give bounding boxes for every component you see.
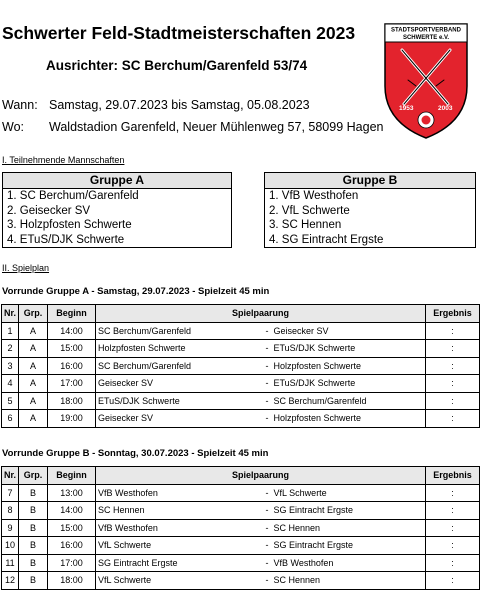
match-nr: 4 <box>2 375 19 393</box>
col-nr: Nr. <box>2 305 19 323</box>
match-nr: 8 <box>2 502 19 520</box>
col-ergebnis: Ergebnis <box>426 305 480 323</box>
round-a-heading: Vorrunde Gruppe A - Samstag, 29.07.2023 - Spielzeit 45 min <box>2 286 270 297</box>
club-crest-logo <box>382 22 470 140</box>
group-b-box <box>264 172 476 248</box>
when-value: Samstag, 29.07.2023 bis Samstag, 05.08.2023 <box>49 98 310 112</box>
table-header-row <box>2 467 480 485</box>
match-home: SC Berchum/Garenfeld <box>96 357 264 375</box>
match-home: Holzpfosten Schwerte <box>96 340 264 358</box>
match-result: : <box>426 322 480 340</box>
table-row <box>2 537 480 555</box>
table-row <box>2 502 480 520</box>
match-home: VfB Westhofen <box>96 484 264 502</box>
match-result: : <box>426 484 480 502</box>
match-away: Holzpfosten Schwerte <box>273 413 362 424</box>
match-time: 17:00 <box>48 554 96 572</box>
col-nr: Nr. <box>2 467 19 485</box>
table-row <box>2 519 480 537</box>
match-time: 16:00 <box>48 357 96 375</box>
match-time: 19:00 <box>48 410 96 428</box>
match-group: B <box>19 572 48 590</box>
match-group: A <box>19 375 48 393</box>
match-result: : <box>426 572 480 590</box>
round-b-table <box>1 466 480 590</box>
match-group: B <box>19 537 48 555</box>
group-b-team: 1. VfB Westhofen <box>269 190 359 202</box>
match-home: Geisecker SV <box>96 375 264 393</box>
match-nr: 6 <box>2 410 19 428</box>
match-result: : <box>426 410 480 428</box>
match-home: SC Berchum/Garenfeld <box>96 322 264 340</box>
group-b-team: 2. VfL Schwerte <box>269 204 350 217</box>
match-away: SG Eintracht Ergste <box>273 540 354 551</box>
match-home: Geisecker SV <box>96 410 264 428</box>
col-beginn: Beginn <box>48 467 96 485</box>
match-result: : <box>426 502 480 520</box>
match-group: A <box>19 357 48 375</box>
match-home: VfL Schwerte <box>96 572 264 590</box>
match-result: : <box>426 554 480 572</box>
table-row <box>2 392 480 410</box>
logo-year-right: 2003 <box>438 105 453 112</box>
match-nr: 5 <box>2 392 19 410</box>
match-group: B <box>19 502 48 520</box>
match-time: 16:00 <box>48 537 96 555</box>
match-away: VfB Westhofen <box>273 557 334 568</box>
col-ergebnis: Ergebnis <box>426 467 480 485</box>
match-time: 18:00 <box>48 392 96 410</box>
match-away: SC Berchum/Garenfeld <box>273 395 367 406</box>
match-away-cell: - VfL Schwerte <box>264 484 426 502</box>
table-row <box>2 322 480 340</box>
match-group: B <box>19 519 48 537</box>
match-group: A <box>19 322 48 340</box>
group-a-header: Gruppe A <box>3 173 231 189</box>
match-nr: 9 <box>2 519 19 537</box>
match-home: ETuS/DJK Schwerte <box>96 392 264 410</box>
match-home: SG Eintracht Ergste <box>96 554 264 572</box>
match-result: : <box>426 340 480 358</box>
match-away-cell: - SG Eintracht Ergste <box>264 502 426 520</box>
match-away-cell: - VfB Westhofen <box>264 554 426 572</box>
match-away-cell: - Holzpfosten Schwerte <box>264 410 426 428</box>
match-time: 14:00 <box>48 322 96 340</box>
group-a-team: 3. Holzpfosten Schwerte <box>7 219 132 231</box>
match-nr: 1 <box>2 322 19 340</box>
match-result: : <box>426 392 480 410</box>
group-b-header: Gruppe B <box>265 173 475 189</box>
where-label: Wo: <box>2 120 24 134</box>
table-header-row <box>2 305 480 323</box>
match-time: 18:00 <box>48 572 96 590</box>
col-beginn: Beginn <box>48 305 96 323</box>
match-away: Holzpfosten Schwerte <box>273 360 362 371</box>
match-away: ETuS/DJK Schwerte <box>273 378 356 389</box>
match-result: : <box>426 375 480 393</box>
match-away-cell: - SC Hennen <box>264 572 426 590</box>
match-group: A <box>19 410 48 428</box>
match-away-cell: - Holzpfosten Schwerte <box>264 357 426 375</box>
col-spielpaarung: Spielpaarung <box>96 305 426 323</box>
group-b-team: 3. SC Hennen <box>269 219 342 231</box>
col-grp: Grp. <box>19 305 48 323</box>
match-away: SC Hennen <box>273 522 321 533</box>
match-away: SC Hennen <box>273 575 321 586</box>
match-away: VfL Schwerte <box>273 487 327 498</box>
section-teams-heading: I. Teilnehmende Mannschaften <box>2 155 125 165</box>
logo-text-top: STADTSPORTVERBAND <box>391 27 461 34</box>
match-group: A <box>19 392 48 410</box>
match-nr: 3 <box>2 357 19 375</box>
table-row <box>2 554 480 572</box>
match-away: Geisecker SV <box>273 325 329 336</box>
group-b-team: 4. SG Eintracht Ergste <box>269 233 384 246</box>
page-title: Schwerter Feld-Stadtmeisterschaften 2023 <box>2 23 356 43</box>
match-away-cell: - ETuS/DJK Schwerte <box>264 340 426 358</box>
group-a-box <box>2 172 232 248</box>
match-nr: 10 <box>2 537 19 555</box>
match-nr: 11 <box>2 554 19 572</box>
match-away-cell: - SG Eintracht Ergste <box>264 537 426 555</box>
section-schedule-heading: II. Spielplan <box>2 263 50 273</box>
match-away-cell: - Geisecker SV <box>264 322 426 340</box>
match-result: : <box>426 519 480 537</box>
match-home: SC Hennen <box>96 502 264 520</box>
match-nr: 2 <box>2 340 19 358</box>
table-row <box>2 484 480 502</box>
logo-text-sub: SCHWERTE e.V. <box>402 35 450 41</box>
table-row <box>2 410 480 428</box>
match-group: B <box>19 554 48 572</box>
match-away-cell: - SC Hennen <box>264 519 426 537</box>
match-nr: 12 <box>2 572 19 590</box>
table-row <box>2 572 480 590</box>
match-nr: 7 <box>2 484 19 502</box>
match-group: B <box>19 484 48 502</box>
match-away-cell: - SC Berchum/Garenfeld <box>264 392 426 410</box>
table-row <box>2 340 480 358</box>
table-row <box>2 357 480 375</box>
match-time: 17:00 <box>48 375 96 393</box>
col-grp: Grp. <box>19 467 48 485</box>
match-home: VfL Schwerte <box>96 537 264 555</box>
match-result: : <box>426 537 480 555</box>
match-time: 14:00 <box>48 502 96 520</box>
where-value: Waldstadion Garenfeld, Neuer Mühlenweg 57, 58099 Hagen <box>49 120 384 134</box>
match-group: A <box>19 340 48 358</box>
group-a-team: 1. SC Berchum/Garenfeld <box>7 190 139 202</box>
match-home: VfB Westhofen <box>96 519 264 537</box>
table-row <box>2 375 480 393</box>
col-spielpaarung: Spielpaarung <box>96 467 426 485</box>
match-time: 15:00 <box>48 519 96 537</box>
when-label: Wann: <box>2 98 38 112</box>
match-away-cell: - ETuS/DJK Schwerte <box>264 375 426 393</box>
group-a-team: 4. ETuS/DJK Schwerte <box>7 233 125 246</box>
round-b-heading: Vorrunde Gruppe B - Sonntag, 30.07.2023 - Spielzeit 45 min <box>2 448 269 459</box>
match-away: ETuS/DJK Schwerte <box>273 343 356 354</box>
organizer-line: Ausrichter: SC Berchum/Garenfeld 53/74 <box>46 58 308 73</box>
match-time: 13:00 <box>48 484 96 502</box>
match-time: 15:00 <box>48 340 96 358</box>
logo-year-left: 1953 <box>399 105 414 112</box>
match-away: SG Eintracht Ergste <box>273 505 354 516</box>
round-a-table <box>1 304 480 428</box>
group-a-team: 2. Geisecker SV <box>7 204 91 217</box>
match-result: : <box>426 357 480 375</box>
